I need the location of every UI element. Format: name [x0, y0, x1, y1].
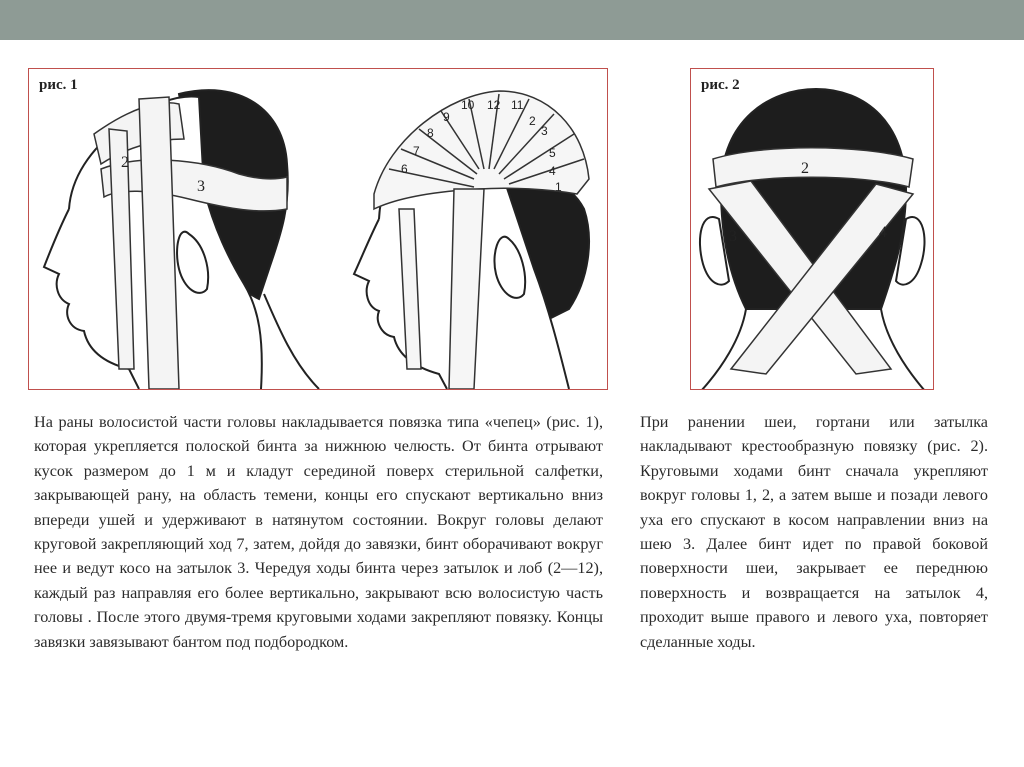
top-bar — [0, 0, 1024, 40]
right-number-9: 9 — [443, 110, 450, 124]
figure-2-illustration — [691, 69, 934, 390]
right-number-10: 10 — [461, 98, 475, 112]
fig2-number-4: 4 — [879, 224, 887, 241]
fig2-number-2: 2 — [801, 160, 809, 177]
figure-1-illustration — [29, 69, 608, 390]
right-number-1: 1 — [555, 180, 562, 194]
right-number-8: 8 — [427, 126, 434, 140]
fig2-number-3: 3 — [729, 228, 737, 245]
figure-2-cross-bandage — [690, 68, 934, 390]
figure-1-label: рис. 1 — [39, 77, 78, 93]
left-number-2: 2 — [121, 154, 129, 171]
right-number-2: 2 — [529, 114, 536, 128]
figure-2-label: рис. 2 — [701, 77, 740, 93]
right-number-3: 3 — [541, 124, 548, 138]
right-number-11: 11 — [511, 98, 524, 112]
right-number-12: 12 — [487, 98, 501, 112]
cap-bandage-description: На раны волосистой части головы накладывается повязка типа «чепец» (рис. 1), которая укрепляется полоской бинта за нижнюю челюсть. От бинта отрывают кусок размером до 1 м и кладут серединой поверх стерильной салфетки, закрывающей рану, на область темени, концы его спускают вертикально вниз впереди ушей и удерживают в натянутом состоянии. Вокруг головы делают круговой закрепляющий ход 7, затем, дойдя до завязки, бинт оборачивают вокруг нее и ведут косо на затылок 3. Чередуя ходы бинта через затылок и лоб (2—12), каждый раз направляя его более вертикально, закрывают всю волосистую часть головы . После этого двумя-тремя круговыми ходами закрепляют повязку. Концы завязки завязывают бантом под подбородком. — [34, 413, 603, 651]
right-number-5: 5 — [549, 146, 556, 160]
cross-bandage-description: При ранении шеи, гортани или затылка накладывают крестообразную повязку (рис. 2). Круговыми ходами бинт сначала укрепляют вокруг головы 1, 2, а затем выше и позади левого уха его спускают в косом направлении вниз на шею 3. Далее бинт идет по правой боковой поверхности шеи, закрывает ее переднюю поверхность и возвращается на затылок 4, проходит выше правого и левого уха, повторяет сделанные ходы. — [640, 413, 988, 651]
right-number-6: 6 — [401, 162, 408, 176]
left-number-3: 3 — [197, 178, 205, 195]
right-number-4: 4 — [549, 164, 556, 178]
figure-1-cap-bandage — [28, 68, 608, 390]
right-number-7: 7 — [413, 144, 420, 158]
